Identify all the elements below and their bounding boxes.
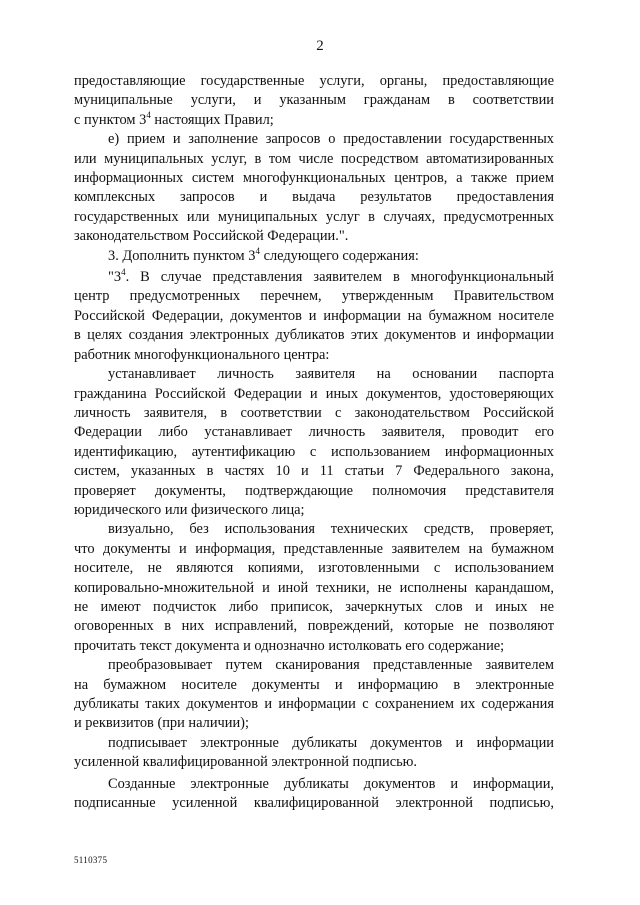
text-line: прочитать текст документа и однозначно истолковать его содержание; xyxy=(74,637,505,654)
text-line: подписанные усиленной квалифицированной электронной подписью, xyxy=(74,795,554,812)
text-line: Российской Федерации, документов и информации на бумажном носителе xyxy=(74,307,554,324)
text-line: преобразовывает путем сканирования представленные заявителем xyxy=(108,657,554,674)
text-line: предоставляющие государственные услуги, органы, предоставляющие xyxy=(74,73,554,89)
superscript: 4 xyxy=(146,110,151,121)
text-line: носителе, не являются копиями, изготовленными с использованием xyxy=(74,560,554,577)
paragraph xyxy=(74,734,554,773)
text-segment: "3 xyxy=(108,269,122,286)
text-line xyxy=(74,111,554,130)
superscript: 4 xyxy=(121,267,126,278)
text-segment: . В случае представления заявителем в многофункциональный xyxy=(125,269,554,286)
text-line: е) прием и заполнение запросов о предоставлении государственных xyxy=(108,131,554,148)
text-line: что документы и информация, представленные заявителем на бумажном xyxy=(74,540,554,557)
text-line: усиленной квалифицированной электронной подписью. xyxy=(74,754,417,771)
text-line: дубликаты таких документов и информации с сохранением их содержания xyxy=(74,696,554,712)
text-line xyxy=(74,247,554,266)
text-line: устанавливает личность заявителя на основании паспорта xyxy=(108,366,554,383)
paragraph xyxy=(74,520,554,656)
paragraph xyxy=(74,72,554,130)
text-segment: следующего содержания: xyxy=(259,247,419,264)
page-number: 2 xyxy=(316,38,324,54)
text-line: гражданина Российской Федерации и иных документов, удостоверяющих xyxy=(74,385,554,402)
text-line: законодательством Российской Федерации.". xyxy=(74,228,349,245)
text-segment: с пунктом 3 xyxy=(74,111,147,128)
paragraph xyxy=(74,775,554,814)
text-line: информационных систем многофункциональных центров, а также прием xyxy=(74,170,554,187)
text-line: центр предусмотренных перечнем, утвержденным Правительством xyxy=(74,288,554,305)
text-line: или муниципальных услуг, в том числе посредством автоматизированных xyxy=(74,150,554,167)
text-line: на бумажном носителе документы и информацию в электронные xyxy=(74,676,554,693)
text-line: систем, указанных в частях 10 и 11 статьи 7 Федерального закона, xyxy=(74,463,554,480)
text-line: личность заявителя, в соответствии с законодательством Российской xyxy=(74,404,554,421)
text-line: государственных или муниципальных услуг в случаях, предусмотренных xyxy=(74,208,554,225)
paragraph xyxy=(74,247,554,266)
document-code: 5110375 xyxy=(74,855,108,865)
paragraph xyxy=(74,130,554,246)
document-body xyxy=(74,72,554,813)
text-line: комплексных запросов и выдача результатов предоставления xyxy=(74,189,554,206)
text-line: и реквизитов (при наличии); xyxy=(74,715,249,732)
text-line: в целях создания электронных дубликатов этих документов и информации xyxy=(74,327,554,344)
text-line: проверяет документы, подтверждающие полномочия представителя xyxy=(74,482,554,499)
text-segment: 3. Дополнить пунктом 3 xyxy=(108,247,256,264)
text-line: юридического или физического лица; xyxy=(74,501,305,518)
text-line: оговоренных в них исправлений, повреждений, которые не позволяют xyxy=(74,618,554,635)
text-line: визуально, без использования технических средств, проверяет, xyxy=(108,521,554,538)
text-line: копировально-множительной и иной техники, не исполнены карандашом, xyxy=(74,579,554,596)
text-segment: настоящих Правил; xyxy=(150,111,274,128)
text-line: подписывает электронные дубликаты документов и информации xyxy=(108,734,554,751)
text-line: муниципальные услуги, и указанным гражданам в соответствии xyxy=(74,92,554,109)
paragraph xyxy=(74,656,554,734)
text-line xyxy=(74,268,554,287)
text-line: Федерации либо устанавливает личность заявителя, проводит его xyxy=(74,424,554,441)
text-line: работник многофункционального центра: xyxy=(74,346,330,363)
text-line: не имеют подчисток либо приписок, зачеркнутых слов и иных не xyxy=(74,598,554,615)
text-line: идентификацию, аутентификацию с использованием информационных xyxy=(74,443,554,460)
text-line: Созданные электронные дубликаты документов и информации, xyxy=(108,775,554,792)
superscript: 4 xyxy=(255,245,260,256)
paragraph xyxy=(74,365,554,520)
paragraph xyxy=(74,268,554,365)
